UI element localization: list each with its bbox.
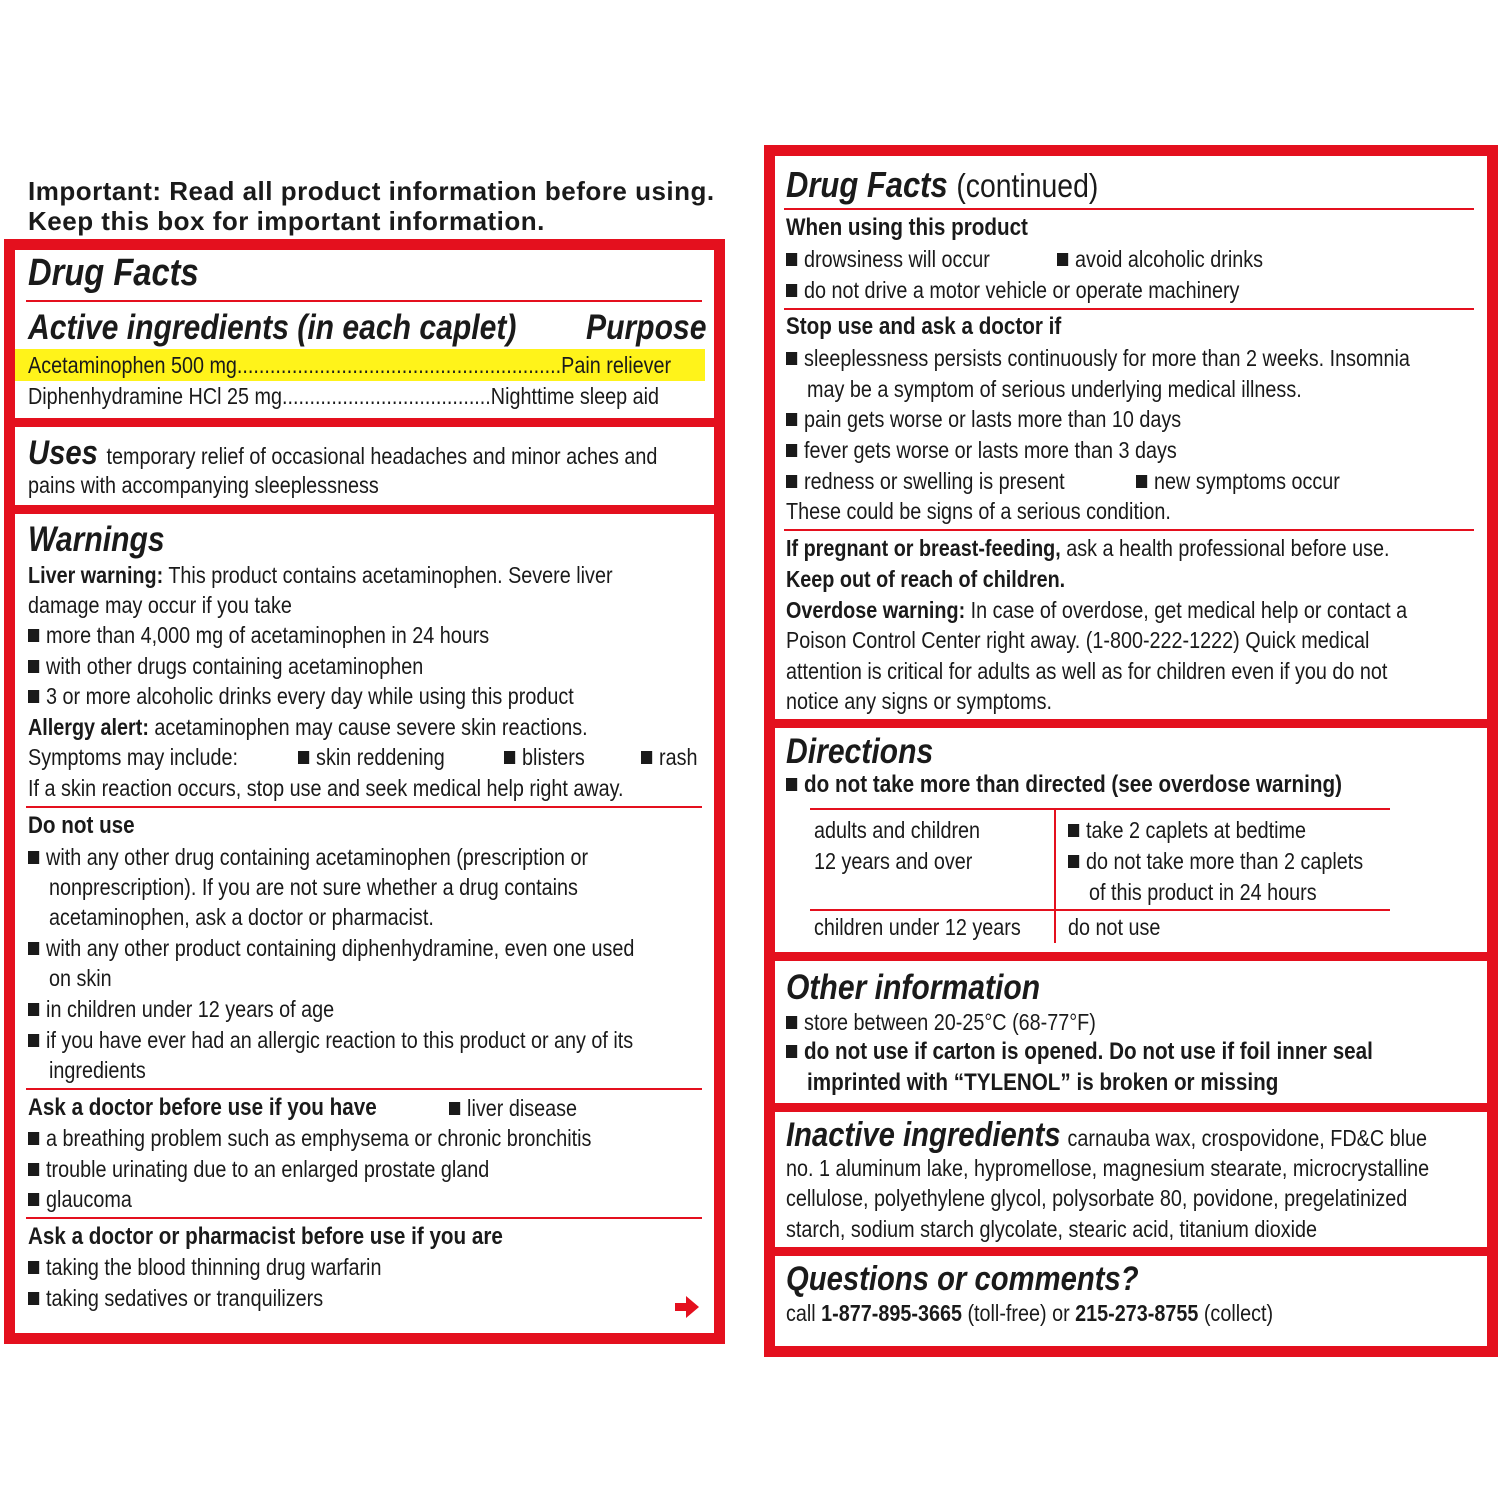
- keep-out-text: Keep out of reach of children.: [786, 566, 1066, 592]
- liver-bullet: with other drugs containing acetaminophen: [28, 651, 423, 681]
- purpose-heading: Purpose: [586, 308, 707, 347]
- separator: [764, 1247, 1498, 1256]
- inactive-text: starch, sodium starch glycolate, stearic acid, titanium dioxide: [786, 1216, 1318, 1242]
- ask-pharmacist-bullet: taking the blood thinning drug warfarin: [28, 1252, 381, 1282]
- overdose-text-1: In case of overdose, get medical help or contact a: [970, 597, 1408, 623]
- directions-bullet: do not take more than directed (see overdose warning): [786, 770, 1342, 800]
- call-prefix: call: [786, 1300, 816, 1326]
- liver-warning-text-2: damage may occur if you take: [28, 592, 292, 618]
- ingredient-purpose: Pain reliever: [561, 352, 672, 378]
- do-not-use-line: ingredients: [49, 1057, 146, 1083]
- rule: [784, 308, 1474, 310]
- ingredient-row-1: [28, 350, 690, 380]
- phone-toll-free: 1-877-895-3665: [821, 1300, 962, 1326]
- dir-age-cell: adults and children: [814, 817, 981, 843]
- do-not-use-line: nonprescription). If you are not sure whether a drug contains: [49, 874, 578, 900]
- stop-use-line: may be a symptom of serious underlying medical illness.: [807, 376, 1302, 402]
- stop-use-line: new symptoms occur: [1136, 466, 1340, 496]
- right-title-text: Drug Facts: [786, 164, 948, 205]
- when-using-item: avoid alcoholic drinks: [1057, 244, 1263, 274]
- bullet-icon: [28, 1193, 39, 1206]
- overdose-label: Overdose warning:: [786, 597, 966, 623]
- important-notice: [28, 176, 715, 236]
- bullet-icon: [1068, 855, 1079, 868]
- liver-bullet: 3 or more alcoholic drinks every day while using this product: [28, 681, 574, 711]
- bullet-icon: [786, 284, 797, 297]
- ask-pharmacist-heading: Ask a doctor or pharmacist before use if you are: [28, 1223, 503, 1250]
- right-title: [786, 164, 1098, 206]
- symptoms-label: Symptoms may include:: [28, 744, 238, 770]
- ask-doctor-heading: Ask a doctor before use if you have: [28, 1094, 377, 1121]
- bullet-icon: [28, 660, 39, 673]
- bullet-icon: [298, 751, 309, 764]
- bullet-icon: [786, 1045, 797, 1058]
- uses-text-1: temporary relief of occasional headaches and minor aches and: [106, 443, 658, 469]
- inactive-text: cellulose, polyethylene glycol, polysorbate 80, povidone, pregelatinized: [786, 1185, 1408, 1211]
- bullet-icon: [786, 778, 797, 791]
- bullet-icon: [641, 751, 652, 764]
- uses-text-2: pains with accompanying sleeplessness: [28, 472, 379, 498]
- inactive-row: [786, 1116, 1428, 1154]
- stop-use-heading: Stop use and ask a doctor if: [786, 313, 1062, 340]
- bullet-icon: [28, 942, 39, 955]
- left-title: Drug Facts: [28, 252, 199, 294]
- stop-use-line: fever gets worse or lasts more than 3 days: [786, 435, 1177, 465]
- stop-use-line: pain gets worse or lasts more than 10 days: [786, 404, 1181, 434]
- bullet-icon: [1057, 253, 1068, 266]
- when-using-heading: When using this product: [786, 214, 1028, 241]
- dir-dose-cell: take 2 caplets at bedtime: [1068, 815, 1306, 845]
- rule: [26, 1217, 702, 1219]
- important-line-2: Keep this box for important information.: [28, 206, 545, 236]
- liver-warning-row: [28, 560, 613, 590]
- overdose-row: [786, 595, 1407, 625]
- skin-reaction-text: If a skin reaction occurs, stop use and seek medical help right away.: [28, 775, 624, 801]
- important-line-1: Important: Read all product information before using.: [28, 176, 715, 206]
- do-not-use-line: acetaminophen, ask a doctor or pharmacist.: [49, 904, 434, 930]
- other-info-heading: Other information: [786, 968, 1041, 1007]
- dir-dose-cell: do not take more than 2 caplets: [1068, 846, 1363, 876]
- pregnant-text: ask a health professional before use.: [1066, 535, 1390, 561]
- continue-arrow-icon: [675, 1296, 699, 1318]
- inactive-text: no. 1 aluminum lake, hypromellose, magnesium stearate, microcrystalline: [786, 1155, 1430, 1181]
- overdose-text: notice any signs or symptoms.: [786, 688, 1053, 714]
- pregnant-label: If pregnant or breast-feeding,: [786, 535, 1061, 561]
- phone-collect-note: (collect): [1203, 1300, 1274, 1326]
- table-divider: [1054, 810, 1056, 943]
- rule-title: [26, 300, 702, 302]
- dir-dose-cell: of this product in 24 hours: [1089, 879, 1317, 905]
- rule: [784, 529, 1474, 531]
- active-ingredients-heading: Active ingredients (in each caplet): [28, 308, 517, 347]
- bullet-icon: [786, 444, 797, 457]
- other-info-item: do not use if carton is opened. Do not use if foil inner seal: [786, 1037, 1373, 1067]
- bullet-icon: [786, 413, 797, 426]
- separator: [4, 505, 714, 514]
- separator: [4, 418, 714, 427]
- symptom-item: rash: [641, 742, 698, 772]
- rule-title: [784, 208, 1474, 210]
- bullet-icon: [28, 851, 39, 864]
- other-info-item-cont: imprinted with “TYLENOL” is broken or missing: [807, 1069, 1279, 1096]
- when-using-item: do not drive a motor vehicle or operate machinery: [786, 275, 1239, 305]
- allergy-alert-text: acetaminophen may cause severe skin reactions.: [154, 714, 588, 740]
- separator: [764, 952, 1498, 961]
- bullet-icon: [1136, 475, 1147, 488]
- questions-heading: Questions or comments?: [786, 1260, 1139, 1298]
- inactive-heading: Inactive ingredients: [786, 1116, 1061, 1154]
- ask-doctor-bullet: trouble urinating due to an enlarged prostate gland: [28, 1154, 489, 1184]
- right-title-suffix: (continued): [956, 167, 1099, 204]
- serious-condition-text: These could be signs of a serious condition.: [786, 498, 1171, 524]
- ask-doctor-inline-item: liver disease: [449, 1093, 577, 1123]
- symptom-item: blisters: [504, 742, 585, 772]
- do-not-use-line: in children under 12 years of age: [28, 994, 334, 1024]
- bullet-icon: [28, 1003, 39, 1016]
- liver-warning-label: Liver warning:: [28, 562, 164, 588]
- bullet-icon: [28, 1261, 39, 1274]
- dir-age-cell: 12 years and over: [814, 848, 973, 874]
- ingredient-purpose: Nighttime sleep aid: [490, 383, 660, 409]
- overdose-text: attention is critical for adults as well as for children even if you do not: [786, 658, 1388, 684]
- stop-use-line: sleeplessness persists continuously for more than 2 weeks. Insomnia: [786, 343, 1410, 373]
- separator: [764, 719, 1498, 728]
- bullet-icon: [449, 1102, 460, 1115]
- bullet-icon: [504, 751, 515, 764]
- pregnant-row: [786, 533, 1390, 563]
- leader-dots: ...........................................................: [236, 352, 562, 378]
- rule: [26, 1088, 702, 1090]
- inactive-text-1: carnauba wax, crospovidone, FD&C blue: [1067, 1125, 1428, 1151]
- do-not-use-line: on skin: [49, 965, 112, 991]
- overdose-text: Poison Control Center right away. (1-800-222-1222) Quick medical: [786, 627, 1370, 653]
- bullet-icon: [1068, 824, 1079, 837]
- when-using-item: drowsiness will occur: [786, 244, 990, 274]
- bullet-icon: [28, 1292, 39, 1305]
- phone-toll-free-note: (toll-free) or: [967, 1300, 1070, 1326]
- rule: [26, 806, 702, 808]
- bullet-icon: [786, 1016, 797, 1029]
- symptom-item: skin reddening: [298, 742, 445, 772]
- ask-doctor-bullet: a breathing problem such as emphysema or chronic bronchitis: [28, 1123, 591, 1153]
- bullet-icon: [28, 1034, 39, 1047]
- table-rule: [810, 909, 1390, 911]
- bullet-icon: [28, 1163, 39, 1176]
- other-info-item: store between 20-25°C (68-77°F): [786, 1007, 1096, 1037]
- bullet-icon: [786, 253, 797, 266]
- liver-bullet: more than 4,000 mg of acetaminophen in 24 hours: [28, 620, 489, 650]
- phone-collect: 215-273-8755: [1075, 1300, 1199, 1326]
- uses-row-1: [28, 434, 658, 472]
- ingredient-row-2: [28, 381, 659, 411]
- liver-warning-text-1: This product contains acetaminophen. Severe liver: [168, 562, 613, 588]
- uses-heading: Uses: [28, 434, 98, 472]
- bullet-icon: [786, 352, 797, 365]
- bullet-icon: [786, 475, 797, 488]
- ingredient-name: Acetaminophen 500 mg: [28, 352, 237, 378]
- bullet-icon: [28, 1132, 39, 1145]
- ask-pharmacist-bullet: taking sedatives or tranquilizers: [28, 1283, 323, 1313]
- dir-age-cell: children under 12 years: [814, 914, 1021, 940]
- allergy-alert-label: Allergy alert:: [28, 714, 149, 740]
- dir-dose-cell: do not use: [1068, 914, 1161, 940]
- table-rule: [810, 808, 1390, 810]
- bullet-icon: [28, 629, 39, 642]
- bullet-icon: [28, 690, 39, 703]
- warnings-heading: Warnings: [28, 520, 165, 559]
- contact-line: [786, 1298, 1273, 1328]
- allergy-alert-row: [28, 712, 588, 742]
- do-not-use-line: if you have ever had an allergic reaction to this product or any of its: [28, 1025, 633, 1055]
- stop-use-line: redness or swelling is present: [786, 466, 1065, 496]
- do-not-use-line: with any other drug containing acetaminophen (prescription or: [28, 842, 588, 872]
- do-not-use-line: with any other product containing diphenhydramine, even one used: [28, 933, 634, 963]
- ask-doctor-bullet: glaucoma: [28, 1184, 132, 1214]
- directions-heading: Directions: [786, 732, 934, 771]
- ingredient-name: Diphenhydramine HCl 25 mg: [28, 383, 282, 409]
- separator: [764, 1103, 1498, 1112]
- do-not-use-heading: Do not use: [28, 812, 135, 839]
- leader-dots: ......................................: [281, 383, 491, 409]
